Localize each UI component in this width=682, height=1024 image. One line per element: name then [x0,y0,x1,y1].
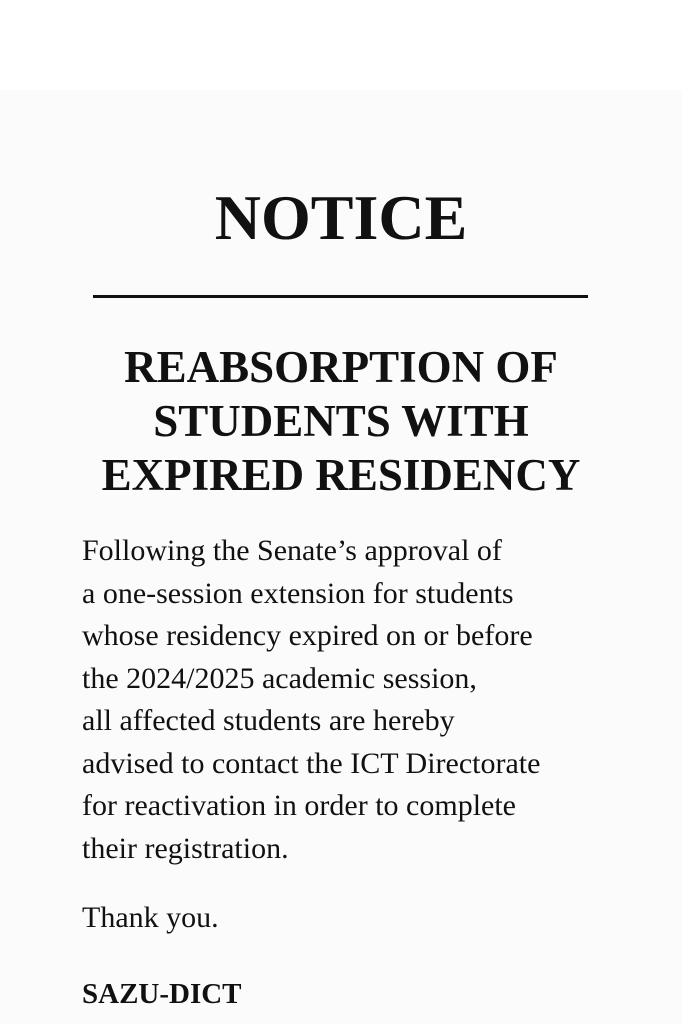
signature: SAZU-DICT [82,978,242,1010]
body-line: their registration. [82,831,289,865]
body-line: for reactivation in order to complete [82,789,516,822]
subtitle-line: EXPIRED RESIDENCY [101,450,581,500]
body-line: Following the Senate’s approval of [82,534,502,567]
notice-body [82,530,540,870]
divider-rule [93,295,588,298]
notice-title: NOTICE [214,182,468,253]
body-line: whose residency expired on or before [82,619,533,652]
notice-subtitle [0,340,682,502]
body-line: all affected students are hereby [82,704,455,737]
subtitle-line: REABSORPTION OF [124,342,558,392]
subtitle-line: STUDENTS WITH [153,396,529,446]
body-line: advised to contact the ICT Directorate [82,746,541,780]
body-line: the 2024/2025 academic session, [82,661,477,695]
closing-text: Thank you. [82,901,219,934]
body-line: a one-session extension for students [82,576,514,610]
